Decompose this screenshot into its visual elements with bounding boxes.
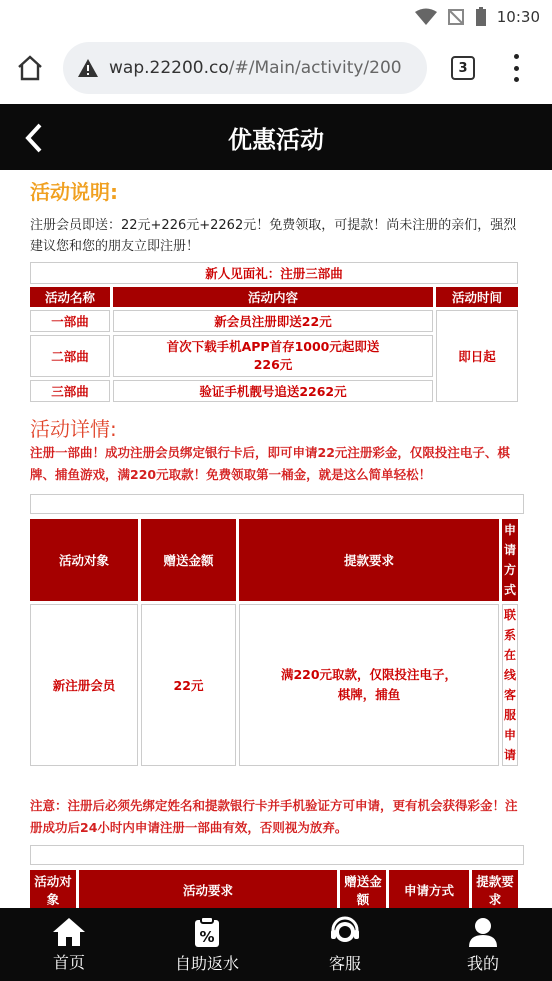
col-header-content: 活动内容 (113, 287, 433, 307)
col-header-amount: 赠送金额 (340, 870, 386, 908)
browser-menu-button[interactable] (508, 52, 524, 84)
app-deposit-table (27, 867, 521, 908)
target-cell: 新注册会员 (30, 604, 138, 766)
browser-home-button[interactable] (16, 54, 44, 86)
nav-customer-service[interactable] (276, 908, 414, 981)
details-table (27, 516, 521, 769)
col-header-withdraw: 提款要求 (472, 870, 518, 908)
bottom-nav (0, 908, 552, 981)
blank-row (30, 494, 524, 514)
table-title: 新人见面礼：注册三部曲 (30, 262, 518, 284)
activity-content (0, 170, 552, 908)
blank-row (30, 845, 524, 865)
browser-toolbar (0, 34, 552, 104)
wifi-icon (415, 8, 437, 26)
intro-text: 注册会员即送：22元+226元+2262元！免费领取，可提款！尚未注册的亲们，强烈建议您和您的朋友立即注册！ (30, 218, 517, 254)
activity-time: 即日起 (436, 310, 518, 402)
url-host: wap.22200.co (109, 58, 229, 78)
address-bar[interactable] (63, 42, 427, 94)
rebate-icon (193, 916, 221, 948)
three-steps-table (27, 259, 521, 405)
col-header-requirement: 提款要求 (239, 519, 499, 601)
page-header (0, 104, 552, 170)
step-name: 二部曲 (30, 335, 110, 377)
step-name: 三部曲 (30, 380, 110, 402)
home-outline-icon (16, 54, 44, 82)
nav-home[interactable] (0, 908, 138, 981)
nav-label: 我的 (466, 953, 499, 973)
home-icon (52, 917, 86, 947)
col-header-name: 活动名称 (30, 287, 110, 307)
col-header-target: 活动对象 (30, 870, 76, 908)
page-title: 优惠活动 (228, 125, 324, 154)
step-content: 新会员注册即送22元 (113, 310, 433, 332)
warning-icon (77, 58, 99, 78)
tab-switcher-button[interactable]: 3 (451, 56, 475, 80)
nav-label: 首页 (52, 952, 85, 972)
back-button[interactable] (22, 122, 46, 160)
method-cell: 联系在线客服申请 (502, 604, 518, 766)
nav-label: 客服 (328, 953, 361, 973)
col-header-amount: 赠送金额 (141, 519, 236, 601)
section-heading-details: 活动详情: (30, 417, 117, 441)
col-header-target: 活动对象 (30, 519, 138, 601)
notice-text: 注意：注册后必须先绑定姓名和提款银行卡并手机验证方可申请，更有机会获得彩金！注册成功后24小时内申请注册一部曲有效，否则视为放弃。 (30, 798, 518, 835)
url-path: /#/Main/activity/200 (228, 58, 402, 78)
chevron-left-icon (22, 122, 46, 154)
step-name: 一部曲 (30, 310, 110, 332)
battery-icon (475, 7, 487, 27)
step-content: 首次下载手机APP首存1000元起即送226元 (113, 335, 433, 377)
nav-profile[interactable] (414, 908, 552, 981)
section-heading-description: 活动说明: (30, 180, 118, 204)
no-signal-icon (447, 8, 465, 26)
requirement-cell: 满220元取款，仅限投注电子，棋牌，捕鱼 (239, 604, 499, 766)
col-header-requirement: 活动要求 (79, 870, 337, 908)
step-content: 验证手机靓号追送2262元 (113, 380, 433, 402)
nav-label: 自助返水 (174, 953, 239, 973)
user-icon (467, 916, 499, 948)
col-header-method: 申请方式 (502, 519, 518, 601)
col-header-time: 活动时间 (436, 287, 518, 307)
clock: 10:30 (496, 8, 540, 26)
customer-service-icon (329, 916, 361, 948)
status-bar (0, 0, 552, 34)
amount-cell: 22元 (141, 604, 236, 766)
nav-rebate[interactable] (138, 908, 276, 981)
details-text: 注册一部曲！成功注册会员绑定银行卡后，即可申请22元注册彩金，仅限投注电子、棋牌、捕鱼游戏，满220元取款！免费领取第一桶金，就是这么简单轻松！ (30, 445, 510, 482)
col-header-method: 申请方式 (389, 870, 469, 908)
svg-text:%: % (199, 927, 215, 946)
